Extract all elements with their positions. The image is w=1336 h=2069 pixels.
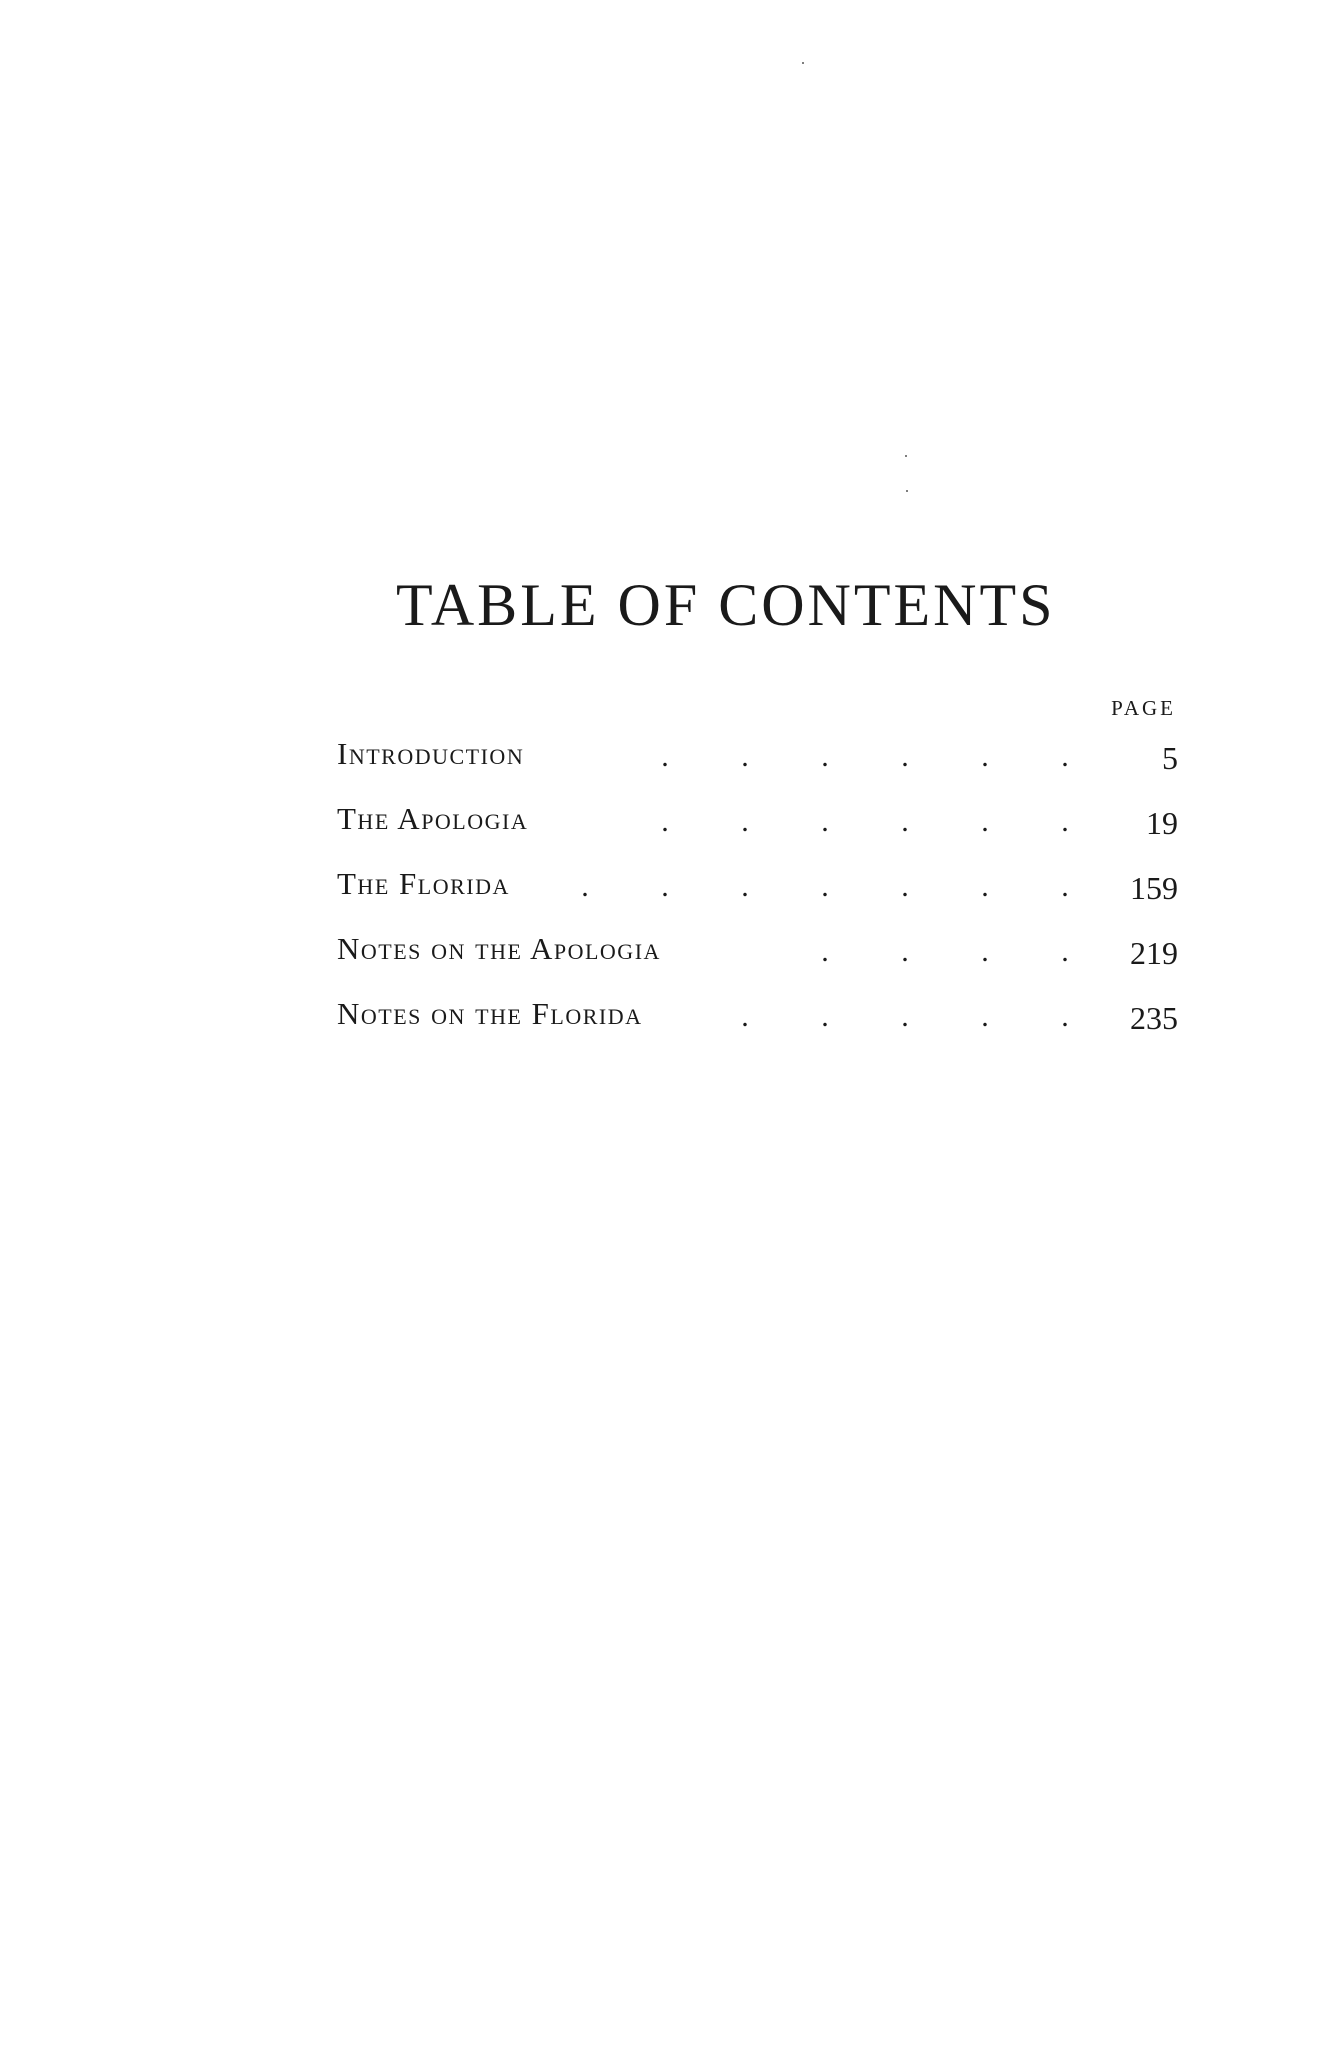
page-column-label: PAGE xyxy=(1111,696,1176,720)
toc-entry-title: Notes on the Florida xyxy=(337,996,643,1031)
toc-entry[interactable] xyxy=(337,925,1178,975)
toc-entry-title: Introduction xyxy=(337,736,525,771)
dot-leaders: . . . . . . xyxy=(661,740,1069,773)
scan-speck xyxy=(905,455,907,457)
scan-speck xyxy=(802,62,804,64)
dot-leaders: . . . . xyxy=(821,935,1069,968)
dot-leaders: . . . . . . xyxy=(661,805,1069,838)
toc-entry-title: The Apologia xyxy=(337,801,529,836)
toc-entry-title: Notes on the Apologia xyxy=(337,931,661,966)
toc-entry[interactable] xyxy=(337,795,1178,845)
page-title: TABLE OF CONTENTS xyxy=(396,572,1056,638)
dot-leaders: . . . . . . . xyxy=(581,870,1069,903)
scan-speck xyxy=(906,490,908,492)
toc-entry-title: The Florida xyxy=(337,866,510,901)
table-of-contents xyxy=(337,730,1178,1055)
toc-entry-page: 159 xyxy=(1130,870,1178,906)
toc-entry[interactable] xyxy=(337,730,1178,780)
toc-entry-page: 235 xyxy=(1130,1000,1178,1036)
toc-entry-page: 219 xyxy=(1130,935,1178,971)
toc-entry[interactable] xyxy=(337,860,1178,910)
dot-leaders: . . . . . xyxy=(741,1000,1069,1033)
toc-entry[interactable] xyxy=(337,990,1178,1040)
toc-entry-page: 5 xyxy=(1162,740,1178,776)
toc-entry-page: 19 xyxy=(1146,805,1178,841)
